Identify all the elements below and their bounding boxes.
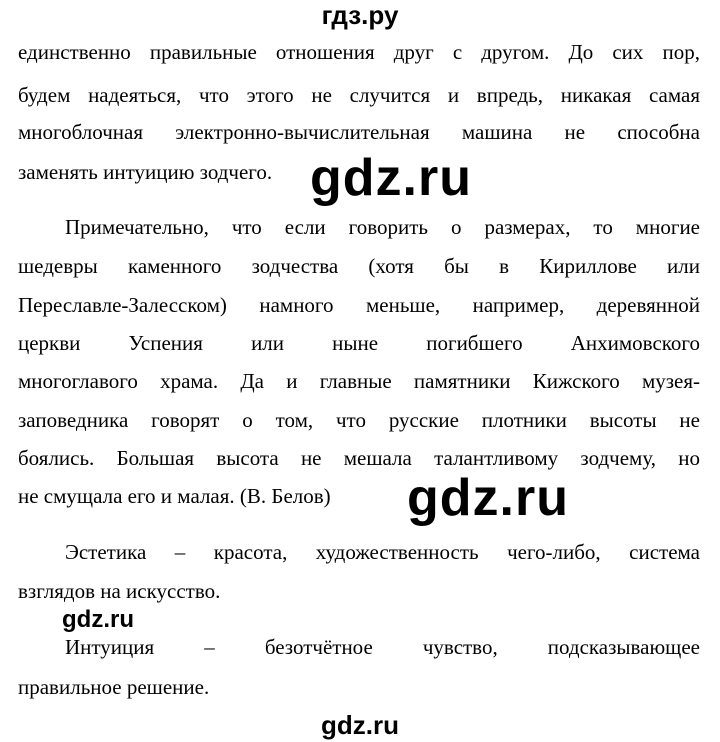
watermark-gdz-2: gdz.ru [407,469,569,527]
paragraph-2-line-4: церкви Успения или ныне погибшего Анхимовского [18,331,700,355]
definition-1-line-1: Эстетика – красота, художественность чего-либо, система [65,540,700,564]
paragraph-2-line-3: Переславле-Залесском) намного меньше, например, деревянной [18,293,700,317]
definition-2-line-2: правильное решение. [18,675,210,699]
paragraph-1-line-4: заменять интуицию зодчего. [18,160,273,184]
definition-2-line-1: Интуиция – безотчётное чувство, подсказывающее [65,635,700,659]
paragraph-1-line-1: единственно правильные отношения друг с другом. До сих пор, [18,40,700,64]
paragraph-1-line-2: будем надеяться, что этого не случится и впредь, никакая самая [18,83,700,107]
paragraph-2-line-7: боялись. Большая высота не мешала талантливому зодчему, но [18,446,700,470]
paragraph-2-line-2: шедевры каменного зодчества (хотя бы в Кириллове или [18,254,700,278]
paragraph-2-line-5: многоглавого храма. Да и главные памятники Кижского музея- [18,369,700,393]
watermark-gdz-1: gdz.ru [310,149,472,207]
paragraph-2-line-6: заповедника говорят о том, что русские плотники высоты не [18,408,700,432]
site-footer: gdz.ru [321,710,399,740]
paragraph-1-line-3: многоблочная электронно-вычислительная машина не способна [18,120,700,144]
paragraph-2-line-1: Примечательно, что если говорить о размерах, то многие [65,215,700,239]
paragraph-2-line-8: не смущала его и малая. (В. Белов) [18,484,331,508]
watermark-gdz-small: gdz.ru [62,606,134,633]
site-header: гдз.ру [321,0,399,30]
definition-1-line-2: взглядов на искусство. [18,579,221,603]
